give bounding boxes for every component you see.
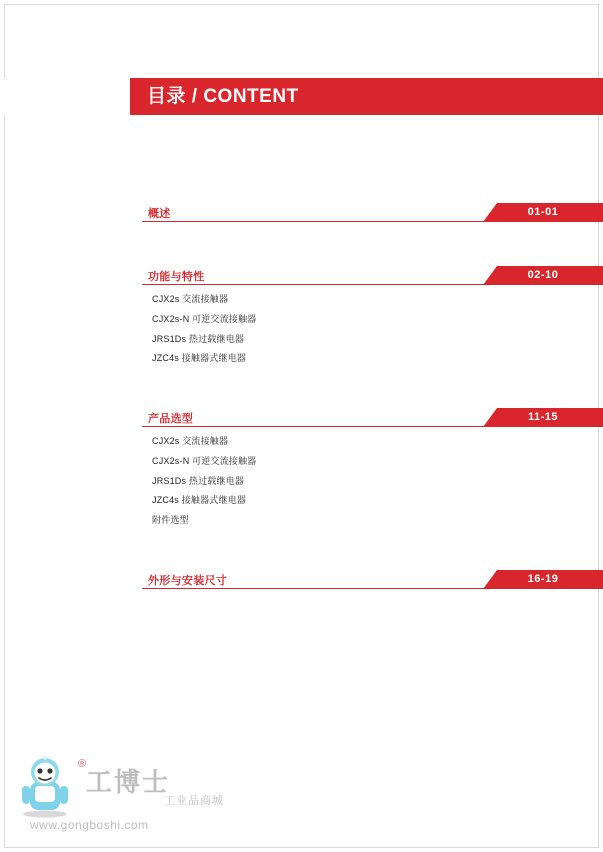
section-row-dimensions[interactable] <box>142 570 603 590</box>
section-row-overview[interactable] <box>142 203 603 223</box>
mascot-icon <box>14 756 76 818</box>
brand-subtitle: 工业品商城 <box>164 795 224 807</box>
brand-url: www.gongboshi.com <box>30 818 149 832</box>
page-range-text: 02-10 <box>527 269 559 281</box>
list-item[interactable]: 附件选型 <box>152 515 189 525</box>
list-item[interactable]: JZC4s 接触器式继电器 <box>152 353 247 363</box>
page-range-text: 16-19 <box>527 573 559 585</box>
list-item[interactable]: JRS1Ds 热过载继电器 <box>152 476 245 486</box>
list-item[interactable]: CJX2s 交流接触器 <box>152 436 229 446</box>
list-item[interactable]: JRS1Ds 热过载继电器 <box>152 334 245 344</box>
registered-mark: ® <box>78 758 87 770</box>
section-label: 产品选型 <box>148 413 194 425</box>
section-row-functions-features[interactable] <box>142 266 603 286</box>
page-range-text: 01-01 <box>527 206 559 218</box>
page-range-text: 11-15 <box>527 411 559 423</box>
list-item[interactable]: JZC4s 接触器式继电器 <box>152 495 247 505</box>
section-label: 概述 <box>148 208 171 220</box>
section-label: 外形与安装尺寸 <box>148 575 228 587</box>
watermark <box>14 756 294 836</box>
page-title: 目录 / CONTENT <box>147 86 299 107</box>
brand-name: 工博士 <box>86 767 171 797</box>
list-item[interactable]: CJX2s-N 可逆交流接触器 <box>152 456 257 466</box>
list-item[interactable]: CJX2s-N 可逆交流接触器 <box>152 314 257 324</box>
list-item[interactable]: CJX2s 交流接触器 <box>152 294 229 304</box>
section-label: 功能与特性 <box>148 271 205 283</box>
section-row-product-selection[interactable] <box>142 408 603 428</box>
